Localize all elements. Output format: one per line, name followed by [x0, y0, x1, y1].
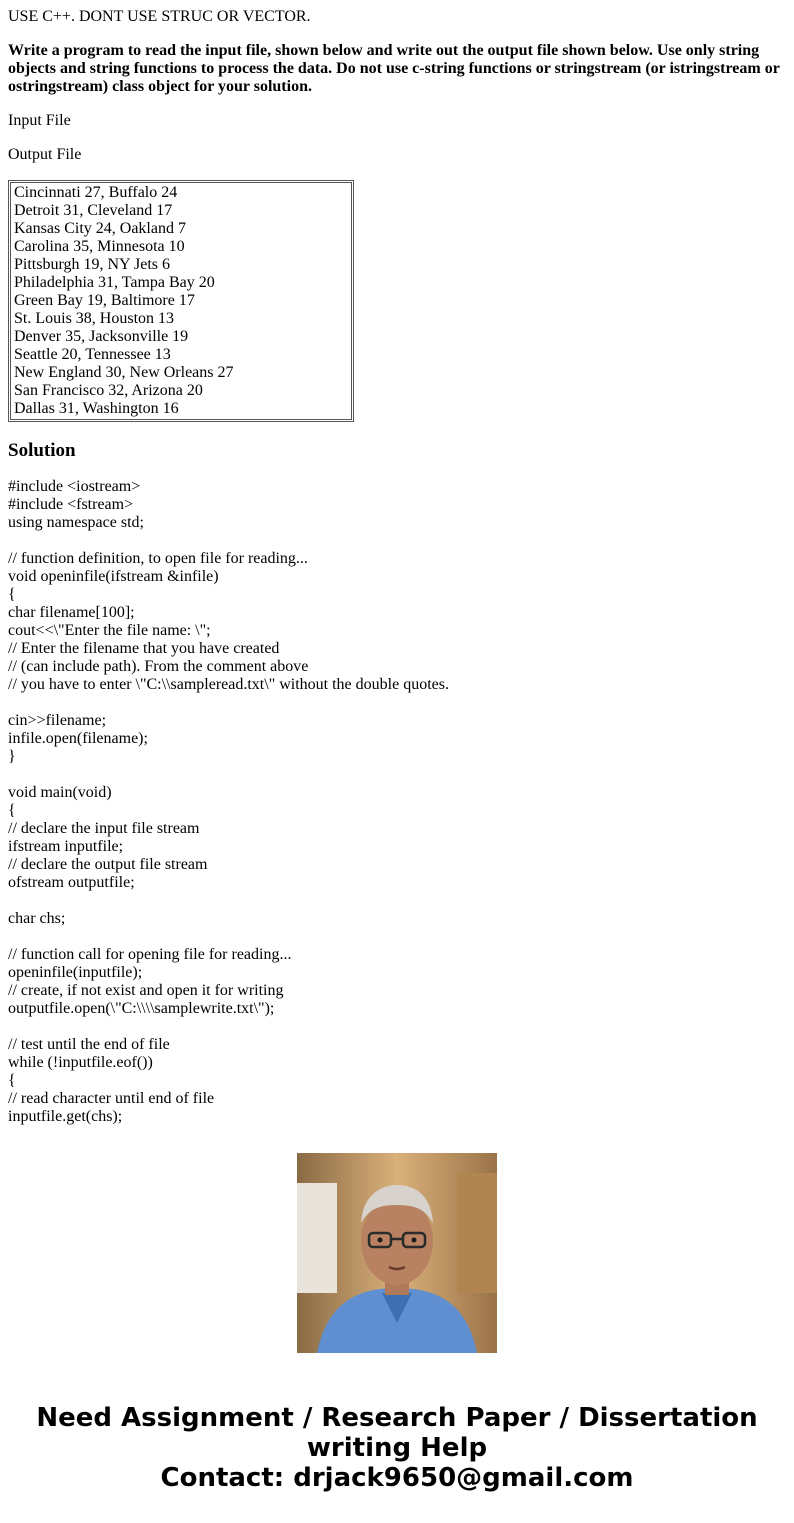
code-line: infile.open(filename); — [8, 730, 148, 747]
promo-line-2: writing Help — [306, 1433, 488, 1463]
code-line: char filename[100]; — [8, 604, 135, 621]
task-description: Write a program to read the input file, shown below and write out the output file shown below. Use only string objects and string functions to process the data. Do not use c-string functions or stringstream (or istringstream or ostringstream) class object for your solution. — [8, 42, 784, 95]
table-row: St. Louis 38, Houston 13 — [14, 310, 175, 327]
code-line: // Enter the filename that you have created — [8, 640, 280, 657]
output-file-table — [8, 180, 354, 422]
author-photo-icon — [297, 1153, 497, 1353]
output-file-cell — [10, 182, 352, 420]
code-line: outputfile.open(\"C:\\\\samplewrite.txt\"); — [8, 1000, 275, 1017]
code-line: { — [8, 802, 16, 819]
code-line — [8, 1018, 786, 1036]
code-line: // (can include path). From the comment above — [8, 658, 309, 675]
table-row: Philadelphia 31, Tampa Bay 20 — [14, 274, 215, 291]
code-line: // declare the output file stream — [8, 856, 208, 873]
code-line — [8, 766, 786, 784]
document-body — [8, 8, 786, 1125]
code-line — [8, 532, 786, 550]
code-line — [8, 928, 786, 946]
table-row: Cincinnati 27, Buffalo 24 — [14, 184, 178, 201]
table-row: San Francisco 32, Arizona 20 — [14, 382, 203, 399]
output-file-label: Output File — [8, 146, 82, 163]
promo-line-1: Need Assignment / Research Paper / Dissertation — [36, 1403, 758, 1433]
code-line: // create, if not exist and open it for writing — [8, 982, 284, 999]
solution-code — [8, 478, 786, 1125]
code-line: inputfile.get(chs); — [8, 1108, 123, 1125]
code-line: void openinfile(ifstream &infile) — [8, 568, 219, 585]
table-row: Seattle 20, Tennessee 13 — [14, 346, 171, 363]
code-line: ofstream outputfile; — [8, 874, 135, 891]
code-line: #include <fstream> — [8, 496, 134, 513]
code-line: cin>>filename; — [8, 712, 107, 729]
code-line: openinfile(inputfile); — [8, 964, 143, 981]
language-requirement: USE C++. DONT USE STRUC OR VECTOR. — [8, 8, 311, 25]
table-row: Pittsburgh 19, NY Jets 6 — [14, 256, 171, 273]
code-line: using namespace std; — [8, 514, 144, 531]
code-line — [8, 892, 786, 910]
code-line: } — [8, 748, 16, 765]
code-line: void main(void) — [8, 784, 112, 801]
author-avatar — [297, 1153, 497, 1353]
code-line: // you have to enter \"C:\\sampleread.txt\" without the double quotes. — [8, 676, 449, 693]
solution-heading: Solution — [8, 440, 76, 461]
code-line: { — [8, 586, 16, 603]
code-line: cout<<\"Enter the file name: \"; — [8, 622, 211, 639]
code-line: // declare the input file stream — [8, 820, 200, 837]
code-line: // function call for opening file for reading... — [8, 946, 292, 963]
code-line: char chs; — [8, 910, 66, 927]
promo-banner — [0, 1403, 794, 1493]
code-line: // function definition, to open file for reading... — [8, 550, 308, 567]
code-line: // test until the end of file — [8, 1036, 170, 1053]
table-row: Detroit 31, Cleveland 17 — [14, 202, 173, 219]
promo-contact: Contact: drjack9650@gmail.com — [160, 1463, 634, 1493]
code-line: #include <iostream> — [8, 478, 141, 495]
table-row: Denver 35, Jacksonville 19 — [14, 328, 189, 345]
input-file-label: Input File — [8, 112, 71, 129]
code-line: while (!inputfile.eof()) — [8, 1054, 153, 1071]
table-row: Kansas City 24, Oakland 7 — [14, 220, 186, 237]
table-row: Dallas 31, Washington 16 — [14, 400, 179, 417]
table-row: Green Bay 19, Baltimore 17 — [14, 292, 195, 309]
code-line — [8, 694, 786, 712]
table-row: Carolina 35, Minnesota 10 — [14, 238, 185, 255]
code-line: ifstream inputfile; — [8, 838, 124, 855]
code-line: // read character until end of file — [8, 1090, 215, 1107]
table-row: New England 30, New Orleans 27 — [14, 364, 234, 381]
code-line: { — [8, 1072, 16, 1089]
